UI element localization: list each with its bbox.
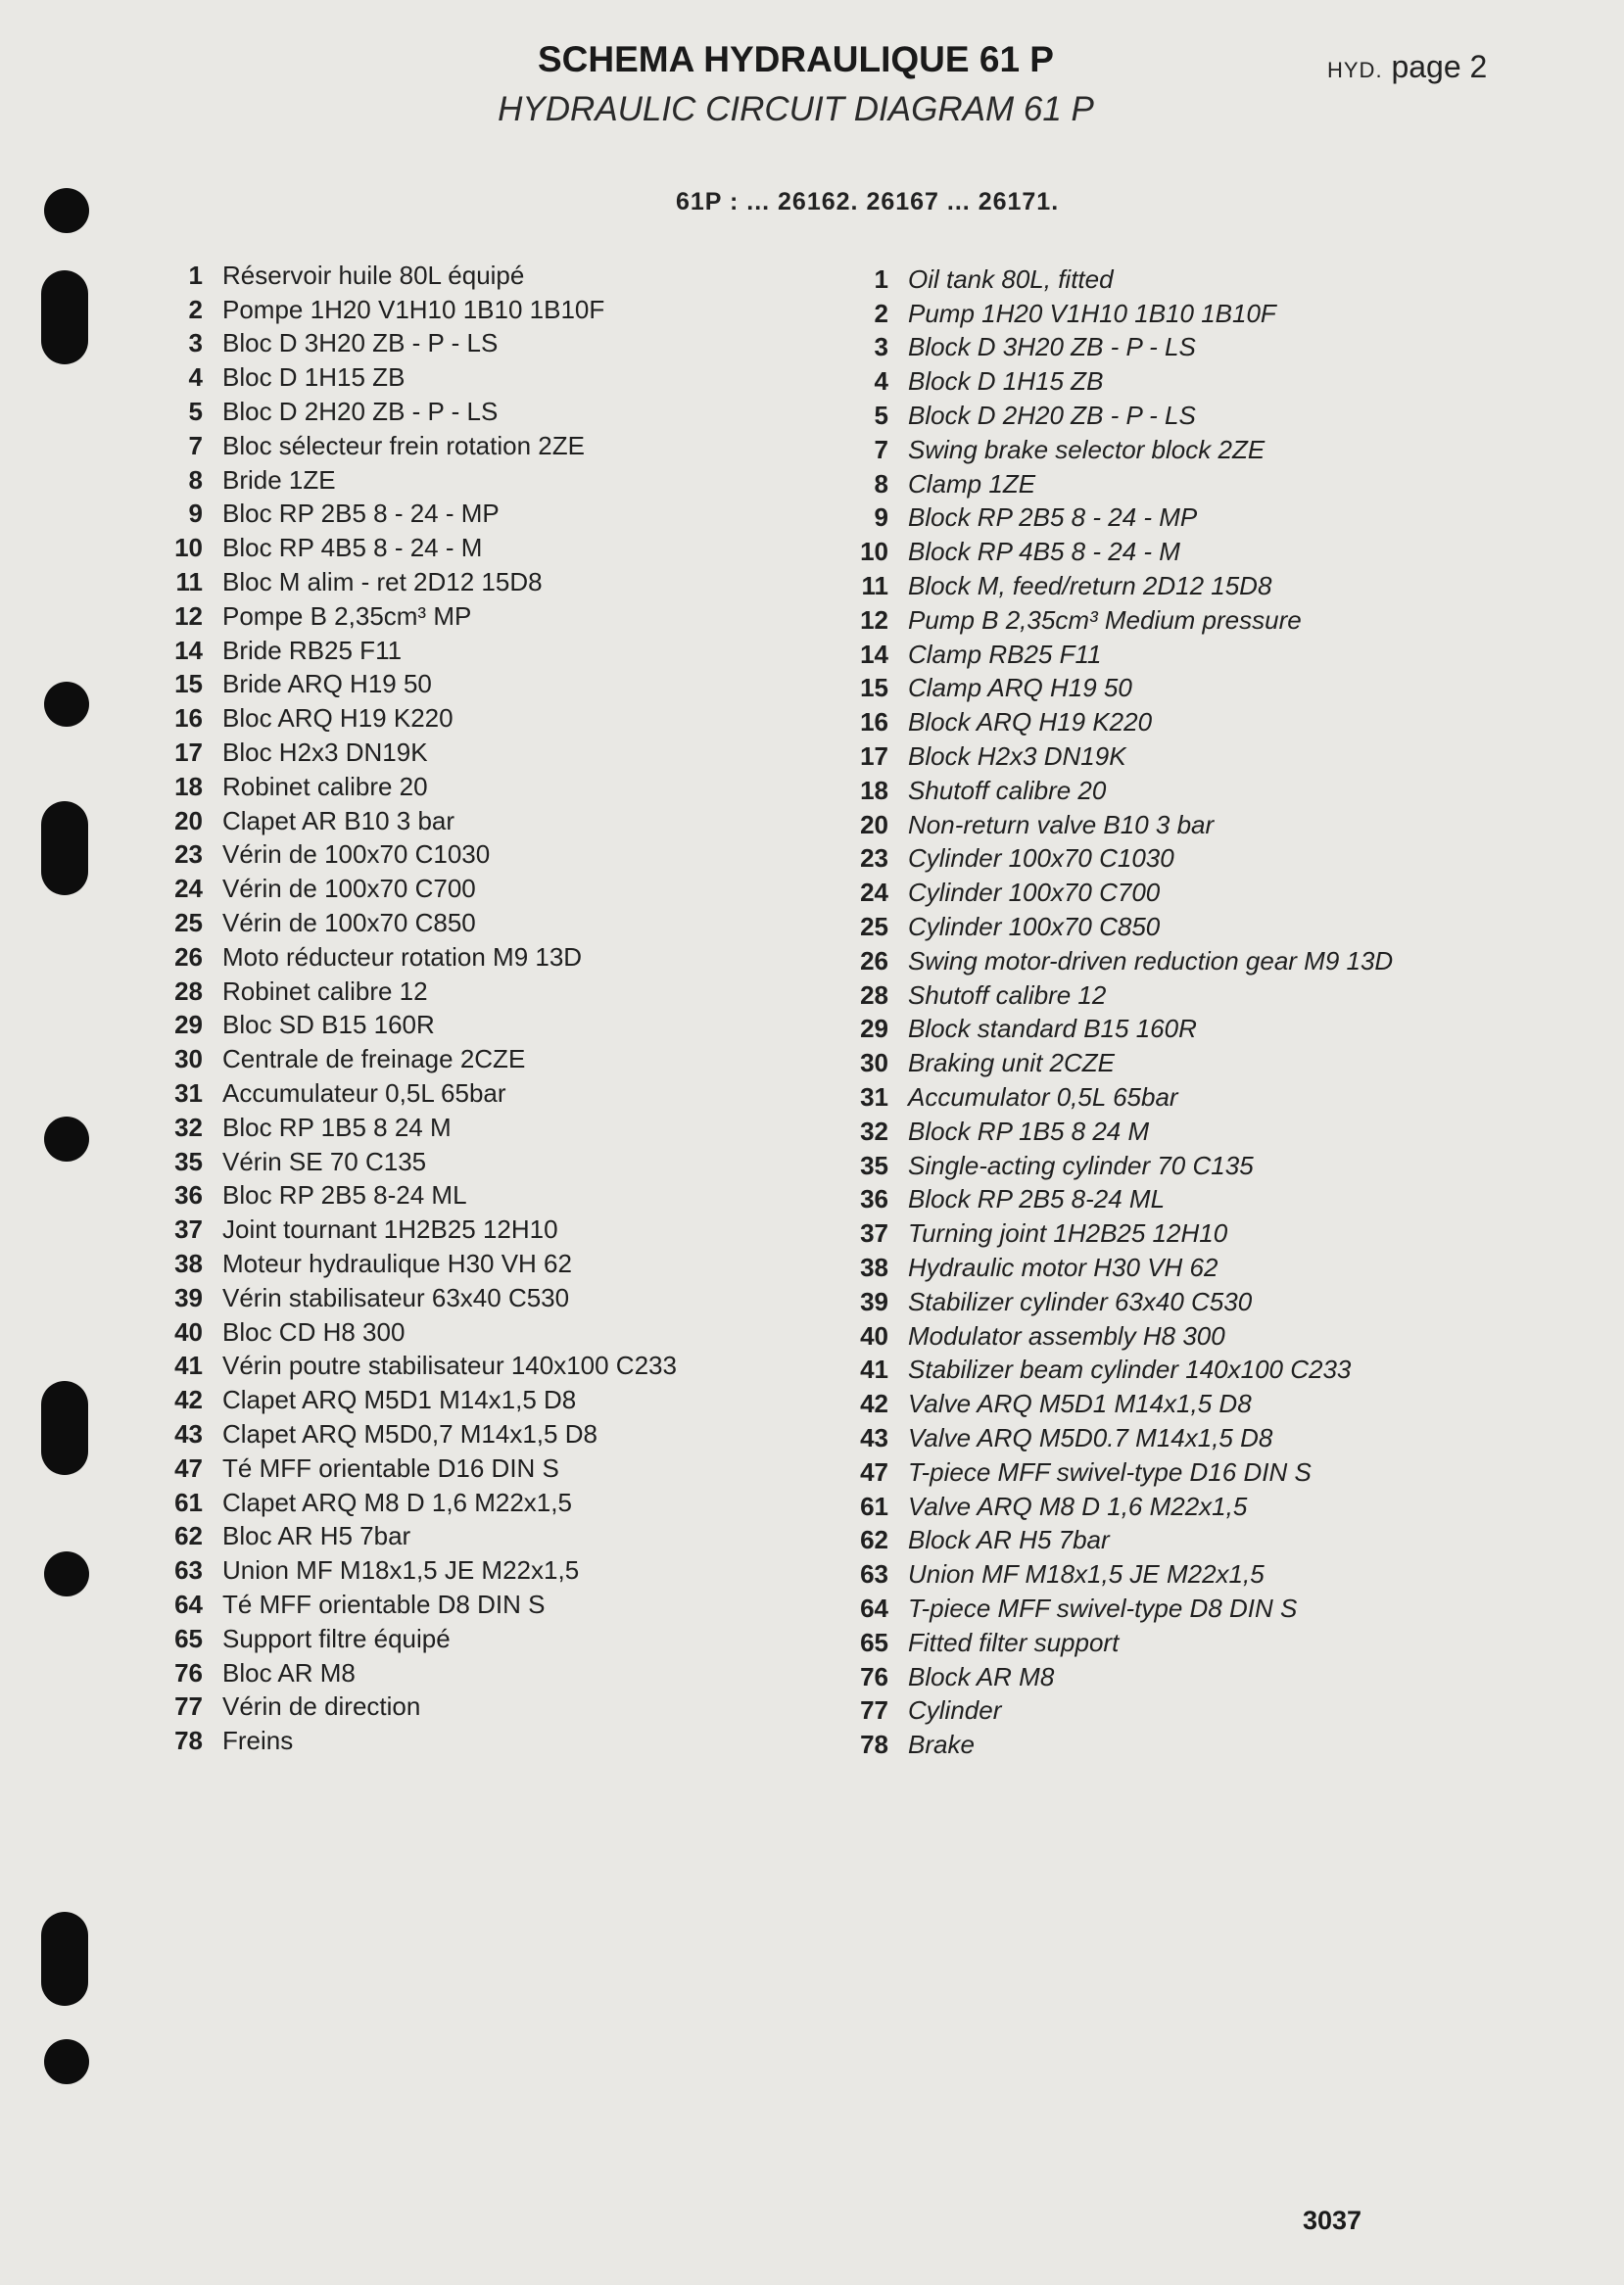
part-number: 23 <box>174 839 203 870</box>
part-description: Block M, feed/return 2D12 15D8 <box>908 571 1272 601</box>
part-item-en <box>837 1046 1393 1080</box>
part-description: Clamp RB25 F11 <box>908 639 1102 669</box>
part-number: 9 <box>874 502 888 533</box>
part-description: Valve ARQ M5D0.7 M14x1,5 D8 <box>908 1422 1273 1452</box>
part-item-en <box>837 1728 1393 1762</box>
part-description: Joint tournant 1H2B25 12H10 <box>222 1214 558 1245</box>
part-item-fr <box>152 1383 677 1417</box>
part-description: Valve ARQ M8 D 1,6 M22x1,5 <box>908 1491 1248 1521</box>
page-ref-label: page 2 <box>1391 49 1488 84</box>
part-item-en <box>837 1115 1393 1149</box>
part-number: 39 <box>860 1286 888 1316</box>
part-item-fr <box>152 1179 677 1214</box>
part-item-fr <box>152 1042 677 1076</box>
part-number: 78 <box>174 1726 203 1756</box>
part-item-fr <box>152 395 677 429</box>
part-item-fr <box>152 1145 677 1179</box>
punch-hole <box>44 188 89 233</box>
part-item-fr <box>152 498 677 532</box>
part-description: Réservoir huile 80L équipé <box>222 260 525 290</box>
part-number: 43 <box>174 1418 203 1449</box>
part-number: 7 <box>874 434 888 464</box>
part-item-en <box>837 1387 1393 1421</box>
part-number: 30 <box>174 1044 203 1074</box>
part-description: Vérin de 100x70 C1030 <box>222 839 491 870</box>
part-number: 14 <box>174 635 203 665</box>
part-number: 31 <box>860 1082 888 1113</box>
part-description: Clapet ARQ M5D0,7 M14x1,5 D8 <box>222 1418 597 1449</box>
part-item-en <box>837 944 1393 978</box>
part-number: 36 <box>174 1180 203 1211</box>
part-number: 8 <box>188 464 203 495</box>
part-number: 18 <box>174 771 203 801</box>
part-number: 61 <box>174 1487 203 1517</box>
part-item-fr <box>152 1622 677 1656</box>
part-number: 40 <box>860 1320 888 1351</box>
part-number: 24 <box>174 874 203 904</box>
part-description: Accumulateur 0,5L 65bar <box>222 1078 506 1109</box>
part-number: 76 <box>174 1657 203 1688</box>
part-number: 40 <box>174 1316 203 1347</box>
part-item-fr <box>152 327 677 361</box>
part-number: 29 <box>174 1010 203 1040</box>
part-description: Non-return valve B10 3 bar <box>908 809 1215 839</box>
part-description: Clamp 1ZE <box>908 468 1036 499</box>
part-description: Robinet calibre 12 <box>222 976 428 1006</box>
part-description: Vérin de 100x70 C700 <box>222 874 476 904</box>
page-ref-prefix: HYD. <box>1327 58 1383 82</box>
part-description: Accumulator 0,5L 65bar <box>908 1082 1178 1113</box>
part-number: 17 <box>860 741 888 772</box>
part-number: 8 <box>874 468 888 499</box>
part-number: 14 <box>860 639 888 669</box>
part-item-en <box>837 672 1393 706</box>
part-description: Vérin de direction <box>222 1691 421 1722</box>
part-item-fr <box>152 1009 677 1043</box>
part-description: Brake <box>908 1730 975 1760</box>
part-number: 61 <box>860 1491 888 1521</box>
punch-hole <box>41 270 88 364</box>
part-item-fr <box>152 429 677 463</box>
part-item-en <box>837 705 1393 739</box>
part-number: 3 <box>188 328 203 358</box>
part-number: 9 <box>188 499 203 529</box>
part-description: Block AR M8 <box>908 1661 1055 1691</box>
part-item-en <box>837 1592 1393 1626</box>
part-description: Clapet AR B10 3 bar <box>222 805 455 835</box>
part-item-fr <box>152 770 677 804</box>
part-description: Stabilizer beam cylinder 140x100 C233 <box>908 1355 1352 1385</box>
part-item-fr <box>152 634 677 668</box>
part-item-fr <box>152 1690 677 1724</box>
part-item-en <box>837 1216 1393 1251</box>
part-item-fr <box>152 838 677 873</box>
part-item-en <box>837 808 1393 842</box>
part-description: Bloc sélecteur frein rotation 2ZE <box>222 430 585 460</box>
punch-hole <box>41 1381 88 1475</box>
part-number: 77 <box>174 1691 203 1722</box>
part-item-fr <box>152 1724 677 1758</box>
part-description: Block ARQ H19 K220 <box>908 707 1153 738</box>
part-description: Cylinder 100x70 C1030 <box>908 843 1174 874</box>
part-item-en <box>837 842 1393 877</box>
part-item-en <box>837 1319 1393 1354</box>
part-item-en <box>837 1626 1393 1660</box>
part-item-en <box>837 910 1393 944</box>
part-item-en <box>837 1557 1393 1592</box>
part-item-fr <box>152 1588 677 1622</box>
part-number: 42 <box>174 1385 203 1415</box>
part-number: 38 <box>860 1253 888 1282</box>
part-description: Fitted filter support <box>908 1627 1120 1657</box>
part-item-en <box>837 1421 1393 1455</box>
part-description: Pump 1H20 V1H10 1B10 1B10F <box>908 298 1276 328</box>
page-reference <box>1327 49 1487 85</box>
part-description: Hydraulic motor H30 VH 62 <box>908 1253 1218 1282</box>
part-item-en <box>837 978 1393 1013</box>
part-item-en <box>837 1183 1393 1217</box>
part-description: Té MFF orientable D16 DIN S <box>222 1452 559 1483</box>
serial-numbers: 61P : ... 26162. 26167 ... 26171. <box>676 188 1060 215</box>
part-item-en <box>837 1490 1393 1524</box>
part-number: 62 <box>174 1521 203 1551</box>
punch-hole <box>44 2039 89 2084</box>
part-description: T-piece MFF swivel-type D8 DIN S <box>908 1593 1298 1623</box>
part-item-en <box>837 433 1393 467</box>
part-item-en <box>837 467 1393 501</box>
part-description: Block RP 2B5 8 - 24 - MP <box>908 502 1198 533</box>
punch-hole <box>44 682 89 727</box>
part-item-fr <box>152 668 677 702</box>
part-description: Block H2x3 DN19K <box>908 741 1126 772</box>
part-item-en <box>837 1149 1393 1183</box>
part-description: Stabilizer cylinder 63x40 C530 <box>908 1286 1253 1316</box>
part-item-fr <box>152 1076 677 1111</box>
part-item-fr <box>152 1553 677 1588</box>
part-description: Cylinder <box>908 1695 1002 1726</box>
part-number: 3 <box>874 332 888 362</box>
parts-list-fr <box>152 259 677 1758</box>
part-description: Union MF M18x1,5 JE M22x1,5 <box>222 1555 580 1586</box>
part-description: Shutoff calibre 20 <box>908 775 1107 805</box>
part-description: Bloc H2x3 DN19K <box>222 738 428 768</box>
part-description: Cylinder 100x70 C700 <box>908 878 1161 908</box>
part-description: Bloc RP 1B5 8 24 M <box>222 1112 452 1142</box>
part-description: Braking unit 2CZE <box>908 1048 1115 1078</box>
part-item-fr <box>152 1452 677 1486</box>
part-description: Bloc D 2H20 ZB - P - LS <box>222 397 499 427</box>
part-number: 35 <box>174 1146 203 1176</box>
part-item-en <box>837 1660 1393 1694</box>
part-number: 23 <box>860 843 888 874</box>
part-number: 65 <box>860 1627 888 1657</box>
part-description: Vérin SE 70 C135 <box>222 1146 427 1176</box>
part-item-en <box>837 535 1393 569</box>
part-number: 30 <box>860 1048 888 1078</box>
part-number: 15 <box>860 673 888 703</box>
part-description: Block standard B15 160R <box>908 1014 1197 1044</box>
part-item-en <box>837 1693 1393 1728</box>
part-number: 24 <box>860 878 888 908</box>
part-number: 41 <box>860 1355 888 1385</box>
part-description: Centrale de freinage 2CZE <box>222 1044 526 1074</box>
part-description: Modulator assembly H8 300 <box>908 1320 1225 1351</box>
punch-hole <box>44 1551 89 1596</box>
punch-hole <box>44 1117 89 1162</box>
part-item-fr <box>152 1213 677 1247</box>
part-number: 32 <box>860 1116 888 1146</box>
part-number: 32 <box>174 1112 203 1142</box>
part-item-fr <box>152 1519 677 1553</box>
part-number: 15 <box>174 669 203 699</box>
punch-hole <box>41 801 88 895</box>
page-title-en: HYDRAULIC CIRCUIT DIAGRAM 61 P <box>498 90 1094 128</box>
part-number: 36 <box>860 1184 888 1214</box>
part-item-fr <box>152 293 677 327</box>
part-description: Pompe B 2,35cm³ MP <box>222 600 472 631</box>
part-item-en <box>837 331 1393 365</box>
part-description: Bloc SD B15 160R <box>222 1010 435 1040</box>
part-description: Valve ARQ M5D1 M14x1,5 D8 <box>908 1389 1252 1419</box>
part-item-en <box>837 501 1393 536</box>
part-number: 20 <box>174 805 203 835</box>
part-item-en <box>837 1013 1393 1047</box>
part-item-en <box>837 774 1393 808</box>
part-number: 31 <box>174 1078 203 1109</box>
part-number: 10 <box>860 537 888 567</box>
part-number: 1 <box>874 263 888 294</box>
part-description: Bloc RP 4B5 8 - 24 - M <box>222 533 483 563</box>
part-description: Block D 2H20 ZB - P - LS <box>908 401 1196 431</box>
page-title-fr: SCHEMA HYDRAULIQUE 61 P <box>538 39 1054 79</box>
part-description: Bride ARQ H19 50 <box>222 669 432 699</box>
part-number: 4 <box>874 366 888 397</box>
part-number: 62 <box>860 1525 888 1555</box>
part-description: Bride RB25 F11 <box>222 635 403 665</box>
part-item-fr <box>152 1350 677 1384</box>
part-description: Oil tank 80L, fitted <box>908 263 1114 294</box>
part-number: 77 <box>860 1695 888 1726</box>
part-item-fr <box>152 1486 677 1520</box>
part-description: Bloc M alim - ret 2D12 15D8 <box>222 567 543 597</box>
part-number: 5 <box>188 397 203 427</box>
part-item-fr <box>152 531 677 565</box>
part-description: Single-acting cylinder 70 C135 <box>908 1150 1254 1180</box>
part-description: Bloc RP 2B5 8-24 ML <box>222 1180 467 1211</box>
part-description: Bride 1ZE <box>222 464 336 495</box>
part-item-fr <box>152 463 677 498</box>
part-number: 47 <box>860 1456 888 1487</box>
part-item-en <box>837 364 1393 399</box>
part-number: 25 <box>860 912 888 942</box>
part-item-fr <box>152 565 677 599</box>
part-number: 5 <box>874 401 888 431</box>
part-item-fr <box>152 701 677 736</box>
part-item-fr <box>152 1656 677 1690</box>
part-description: Block RP 1B5 8 24 M <box>908 1116 1150 1146</box>
part-number: 63 <box>860 1559 888 1590</box>
part-description: Bloc AR H5 7bar <box>222 1521 411 1551</box>
part-number: 18 <box>860 775 888 805</box>
part-description: Bloc ARQ H19 K220 <box>222 703 454 734</box>
part-number: 4 <box>188 362 203 393</box>
part-number: 7 <box>188 430 203 460</box>
part-number: 26 <box>860 945 888 976</box>
part-item-fr <box>152 1247 677 1281</box>
part-item-en <box>837 739 1393 774</box>
part-number: 78 <box>860 1730 888 1760</box>
part-description: Bloc AR M8 <box>222 1657 356 1688</box>
part-item-en <box>837 1285 1393 1319</box>
part-number: 25 <box>174 908 203 938</box>
part-item-fr <box>152 940 677 975</box>
part-item-fr <box>152 975 677 1009</box>
part-description: Bloc RP 2B5 8 - 24 - MP <box>222 499 500 529</box>
part-number: 16 <box>174 703 203 734</box>
part-description: Shutoff calibre 12 <box>908 979 1107 1010</box>
part-item-fr <box>152 736 677 770</box>
part-description: Moto réducteur rotation M9 13D <box>222 941 583 972</box>
part-item-en <box>837 603 1393 638</box>
part-item-fr <box>152 1111 677 1145</box>
part-item-en <box>837 297 1393 331</box>
part-description: Vérin de 100x70 C850 <box>222 908 476 938</box>
part-description: Block D 1H15 ZB <box>908 366 1104 397</box>
part-item-fr <box>152 1315 677 1350</box>
parts-list-en <box>837 262 1393 1762</box>
part-description: Robinet calibre 20 <box>222 771 428 801</box>
part-number: 17 <box>174 738 203 768</box>
part-number: 63 <box>174 1555 203 1586</box>
part-number: 29 <box>860 1014 888 1044</box>
part-description: Freins <box>222 1726 294 1756</box>
part-item-en <box>837 1523 1393 1557</box>
punch-hole <box>41 1912 88 2006</box>
part-number: 10 <box>174 533 203 563</box>
part-number: 28 <box>860 979 888 1010</box>
part-number: 2 <box>188 294 203 324</box>
part-item-fr <box>152 804 677 838</box>
part-description: Clamp ARQ H19 50 <box>908 673 1132 703</box>
part-number: 65 <box>174 1623 203 1653</box>
part-item-en <box>837 569 1393 603</box>
part-item-en <box>837 876 1393 910</box>
part-item-fr <box>152 1281 677 1315</box>
part-number: 47 <box>174 1452 203 1483</box>
part-description: Swing brake selector block 2ZE <box>908 434 1266 464</box>
part-description: Block RP 4B5 8 - 24 - M <box>908 537 1180 567</box>
part-number: 1 <box>188 260 203 290</box>
part-description: Moteur hydraulique H30 VH 62 <box>222 1249 572 1278</box>
part-description: Té MFF orientable D8 DIN S <box>222 1589 546 1619</box>
part-number: 64 <box>860 1593 888 1623</box>
part-description: Turning joint 1H2B25 12H10 <box>908 1218 1228 1249</box>
part-number: 37 <box>174 1214 203 1245</box>
part-number: 37 <box>860 1218 888 1249</box>
part-item-en <box>837 1354 1393 1388</box>
part-description: Clapet ARQ M8 D 1,6 M22x1,5 <box>222 1487 572 1517</box>
part-description: Clapet ARQ M5D1 M14x1,5 D8 <box>222 1385 577 1415</box>
part-description: Vérin poutre stabilisateur 140x100 C233 <box>222 1351 677 1381</box>
part-number: 11 <box>175 567 203 597</box>
part-description: Bloc D 1H15 ZB <box>222 362 406 393</box>
part-number: 41 <box>174 1351 203 1381</box>
part-item-en <box>837 1080 1393 1115</box>
part-description: Cylinder 100x70 C850 <box>908 912 1161 942</box>
page-number: 3037 <box>1303 2206 1362 2235</box>
part-number: 64 <box>174 1589 203 1619</box>
part-item-fr <box>152 599 677 634</box>
part-description: Swing motor-driven reduction gear M9 13D <box>908 945 1394 976</box>
part-number: 35 <box>860 1150 888 1180</box>
part-description: Block D 3H20 ZB - P - LS <box>908 332 1196 362</box>
part-number: 39 <box>174 1282 203 1312</box>
part-item-en <box>837 262 1393 297</box>
part-number: 2 <box>874 298 888 328</box>
part-number: 43 <box>860 1422 888 1452</box>
part-number: 38 <box>174 1249 203 1278</box>
part-number: 42 <box>860 1389 888 1419</box>
part-item-en <box>837 399 1393 433</box>
part-description: T-piece MFF swivel-type D16 DIN S <box>908 1456 1312 1487</box>
part-description: Bloc CD H8 300 <box>222 1316 406 1347</box>
part-description: Block RP 2B5 8-24 ML <box>908 1184 1166 1214</box>
part-item-fr <box>152 906 677 940</box>
part-number: 12 <box>174 600 203 631</box>
part-description: Block AR H5 7bar <box>908 1525 1110 1555</box>
part-description: Union MF M18x1,5 JE M22x1,5 <box>908 1559 1265 1590</box>
part-item-en <box>837 1455 1393 1490</box>
part-number: 16 <box>860 707 888 738</box>
part-number: 28 <box>174 976 203 1006</box>
part-description: Pompe 1H20 V1H10 1B10 1B10F <box>222 294 605 324</box>
part-description: Pump B 2,35cm³ Medium pressure <box>908 604 1302 635</box>
part-description: Vérin stabilisateur 63x40 C530 <box>222 1282 570 1312</box>
part-number: 11 <box>861 571 888 601</box>
part-number: 20 <box>860 809 888 839</box>
part-number: 12 <box>860 604 888 635</box>
part-item-en <box>837 1251 1393 1285</box>
part-description: Bloc D 3H20 ZB - P - LS <box>222 328 499 358</box>
part-item-fr <box>152 360 677 395</box>
part-number: 76 <box>860 1661 888 1691</box>
part-item-fr <box>152 872 677 906</box>
part-item-fr <box>152 259 677 293</box>
part-number: 26 <box>174 941 203 972</box>
part-description: Support filtre équipé <box>222 1623 451 1653</box>
part-item-en <box>837 638 1393 672</box>
part-item-fr <box>152 1417 677 1452</box>
